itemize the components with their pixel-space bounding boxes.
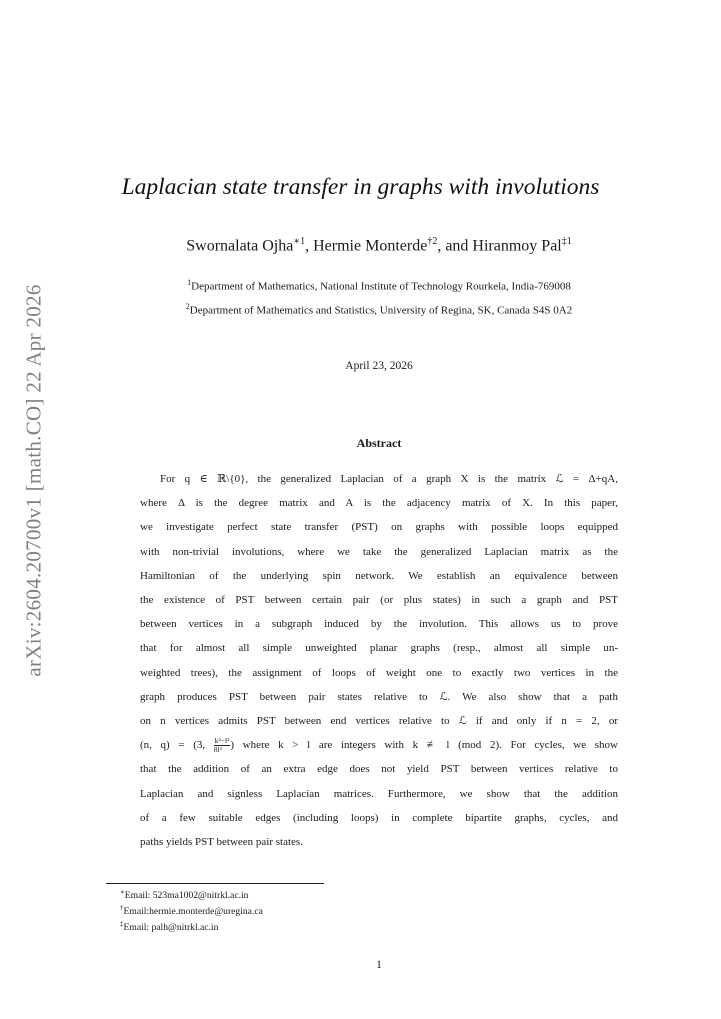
abstract-line: of a few suitable edges (including loops) in complete bipartite graphs, cycles, and bbox=[140, 811, 618, 824]
fraction-numerator: k²−l² bbox=[214, 736, 230, 746]
abstract-line: between vertices in a subgraph induced by the involution. This allows us to prove bbox=[140, 618, 618, 631]
author-mark: ∗1 bbox=[293, 236, 306, 247]
author-separator: , bbox=[305, 237, 314, 255]
abstract-text-segment: ) where k > l are integers with k ≢ l (mod 2). For cycles, we show bbox=[230, 739, 618, 752]
page-number: 1 bbox=[376, 959, 382, 971]
affiliation-mark: 1 bbox=[187, 278, 192, 287]
abstract-line-with-fraction bbox=[140, 733, 618, 757]
paper-date: April 23, 2026 bbox=[345, 360, 413, 372]
author-list bbox=[0, 236, 721, 255]
affiliation-text: Department of Mathematics, National Institute of Technology Rourkela, India-769008 bbox=[191, 280, 571, 293]
abstract-line: where Δ is the degree matrix and A is the adjacency matrix of X. In this paper, bbox=[140, 497, 618, 510]
abstract-line: graph produces PST between pair states relative to ℒ. We also show that a path bbox=[140, 690, 618, 703]
author-separator: , and bbox=[437, 237, 473, 255]
abstract-line: For q ∈ ℝ\{0}, the generalized Laplacian of a graph X is the matrix ℒ = Δ+qA, bbox=[160, 473, 618, 485]
affiliation bbox=[0, 302, 721, 317]
footnote-mark: ∗ bbox=[120, 888, 125, 896]
abstract-line: that for almost all simple unweighted planar graphs (resp., almost all simple un- bbox=[140, 642, 618, 655]
footnote bbox=[120, 904, 263, 917]
author-mark: ‡1 bbox=[561, 236, 572, 247]
abstract-line: Hamiltonian of the underlying spin network. We establish an equivalence between bbox=[140, 569, 618, 582]
author-mark: †2 bbox=[427, 236, 438, 247]
abstract-line: that the addition of an extra edge does not yield PST between vertices relative to bbox=[140, 763, 618, 776]
abstract-line: with non-trivial involutions, where we take the generalized Laplacian matrix as the bbox=[140, 545, 618, 558]
abstract-line: on n vertices admits PST between end vertices relative to ℒ if and only if n = 2, or bbox=[140, 715, 618, 728]
abstract-line: weighted trees), the assignment of loops of weight one to exactly two vertices in the bbox=[140, 666, 618, 679]
arxiv-identifier: arXiv:2604.20700v1 [math.CO] 22 Apr 2026 bbox=[21, 283, 46, 677]
footnote bbox=[120, 888, 248, 901]
author-name: Swornalata Ojha bbox=[186, 237, 294, 255]
abstract-line: Laplacian and signless Laplacian matrices. Furthermore, we show that the addition bbox=[140, 787, 618, 800]
affiliation-mark: 2 bbox=[185, 302, 190, 311]
footnote-rule bbox=[106, 883, 324, 884]
abstract-line: paths yields PST between pair states. bbox=[140, 836, 303, 849]
footnote-text: Email: 523ma1002@nitrkl.ac.in bbox=[124, 890, 249, 902]
abstract-text-segment: (n, q) = (3, bbox=[140, 739, 214, 752]
abstract-line: the existence of PST between certain pair (or plus states) in such a graph and PST bbox=[140, 594, 618, 607]
footnote-text: Email: palh@nitrkl.ac.in bbox=[123, 922, 219, 934]
author-name: Hiranmoy Pal bbox=[472, 237, 562, 255]
fraction bbox=[214, 737, 231, 754]
footnote-mark: † bbox=[120, 904, 124, 912]
abstract-body bbox=[140, 467, 618, 854]
abstract-heading: Abstract bbox=[356, 436, 402, 450]
footnote-text: Email:hermie.monterde@uregina.ca bbox=[123, 906, 263, 918]
author-name: Hermie Monterde bbox=[313, 237, 428, 255]
paper-title: Laplacian state transfer in graphs with involutions bbox=[121, 174, 600, 200]
footnote bbox=[120, 920, 218, 933]
arxiv-identifier-sidebar bbox=[18, 282, 50, 678]
affiliation-text: Department of Mathematics and Statistics, University of Regina, SK, Canada S4S 0A2 bbox=[189, 304, 573, 317]
affiliation bbox=[0, 278, 721, 293]
abstract-line: we investigate perfect state transfer (PST) on graphs with possible loops equipped bbox=[140, 521, 618, 534]
fraction-denominator: 8l² bbox=[213, 745, 222, 755]
footnote-mark: ‡ bbox=[120, 920, 124, 928]
